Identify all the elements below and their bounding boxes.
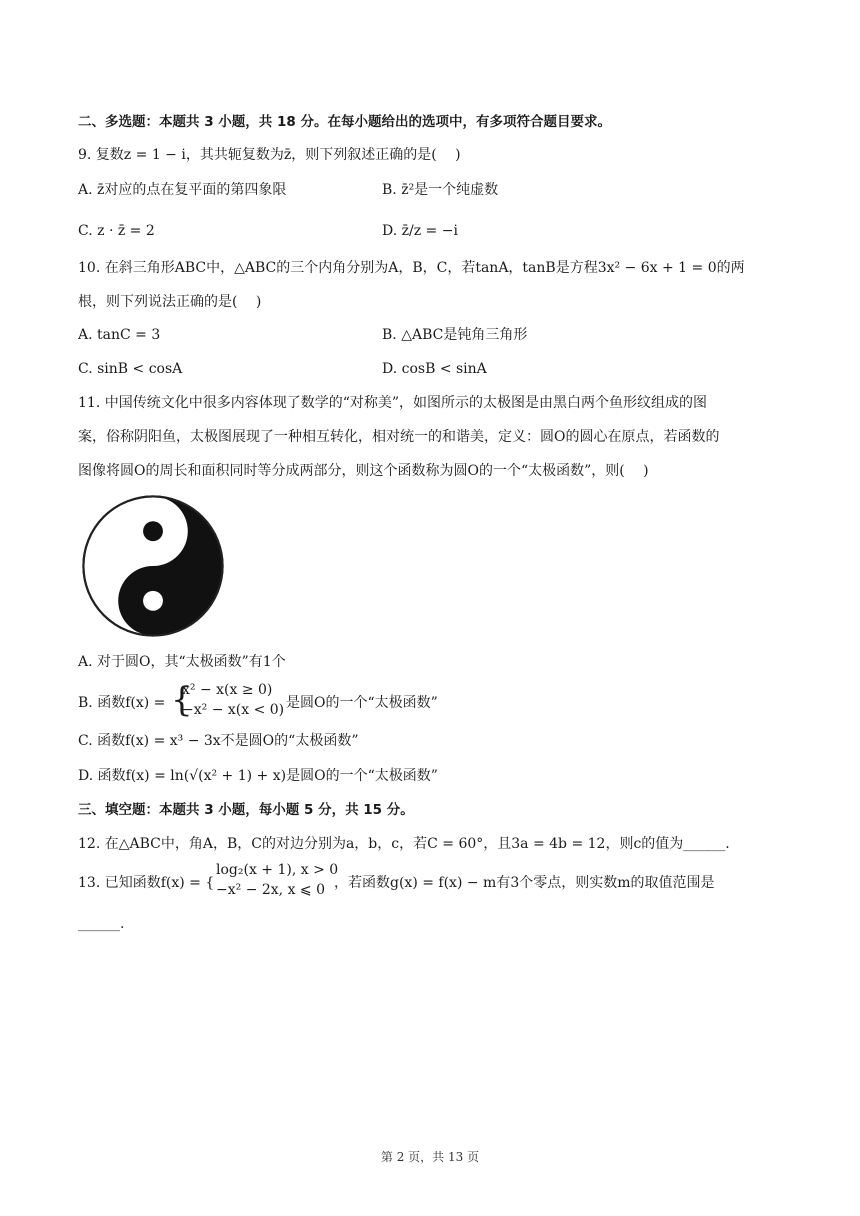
question-13 — [78, 862, 838, 902]
question-9-option-a: A. z̄对应的点在复平面的第四象限 — [78, 182, 287, 198]
question-13-blank: ______. — [78, 916, 125, 932]
question-10-stem-line-1: 10. 在斜三角形ABC中，△ABC的三个内角分别为A，B，C，若tanA，tanB是方程3x² − 6x + 1 = 0的两 — [78, 260, 745, 276]
question-10-option-b: B. △ABC是钝角三角形 — [382, 327, 528, 343]
question-11-stem-line-2: 案，俗称阴阳鱼，太极图展现了一种相互转化，相对统一的和谐美，定义：圆O的圆心在原点，若函数的 — [78, 429, 720, 445]
page-footer: 第 2 页，共 13 页 — [380, 1150, 480, 1164]
taiji-yin-yang-figure — [82, 495, 224, 637]
question-9-option-b: B. z̄²是一个纯虚数 — [382, 182, 499, 198]
piecewise-brace: { — [171, 680, 193, 720]
q13-prefix: 13. 已知函数f(x) = { — [78, 875, 215, 891]
question-10-option-a: A. tanC = 3 — [78, 327, 161, 343]
q13-case-2: −x² − 2x, x ⩽ 0 — [216, 882, 326, 898]
question-12: 12. 在△ABC中，角A，B，C的对边分别为a，b，c，若C = 60°，且3a = 4b = 12，则c的值为______. — [78, 836, 730, 852]
question-10-option-d: D. cosB < sinA — [382, 361, 487, 377]
option-b-prefix: B. 函数f(x) = — [78, 695, 166, 711]
q13-suffix: ，若函数g(x) = f(x) − m有3个零点，则实数m的取值范围是 — [334, 875, 715, 891]
question-9-option-c: C. z · z̄ = 2 — [78, 223, 155, 239]
option-b-suffix: 是圆O的一个“太极函数” — [286, 695, 438, 711]
question-9-option-d: D. z̄/z = −i — [382, 223, 458, 239]
section-heading-multiple-choice: 二、多选题：本题共 3 小题，共 18 分。在每小题给出的选项中，有多项符合题目要求。 — [78, 114, 611, 130]
question-11-stem-line-3: 图像将圆O的周长和面积同时等分成两部分，则这个函数称为圆O的一个“太极函数”，则( ) — [78, 463, 649, 479]
question-10-stem-line-2: 根，则下列说法正确的是( ) — [78, 294, 262, 310]
section-heading-fill-blank: 三、填空题：本题共 3 小题，每小题 5 分，共 15 分。 — [78, 802, 414, 818]
piecewise-case-1: x² − x(x ≥ 0) — [182, 682, 273, 698]
question-11-option-a: A. 对于圆O，其“太极函数”有1个 — [78, 654, 286, 670]
piecewise-case-2: −x² − x(x < 0) — [182, 702, 285, 718]
question-11-stem-line-1: 11. 中国传统文化中很多内容体现了数学的“对称美”，如图所示的太极图是由黑白两个鱼形纹组成的图 — [78, 395, 708, 411]
question-11-option-d: D. 函数f(x) = ln(√(x² + 1) + x)是圆O的一个“太极函数” — [78, 768, 438, 784]
question-9-stem: 9. 复数z = 1 − i，其共轭复数为z̄，则下列叙述正确的是( ) — [78, 147, 461, 163]
question-10-option-c: C. sinB < cosA — [78, 361, 183, 377]
q13-case-1: log₂(x + 1), x > 0 — [216, 862, 339, 878]
question-11-option-c: C. 函数f(x) = x³ − 3x不是圆O的“太极函数” — [78, 733, 359, 749]
